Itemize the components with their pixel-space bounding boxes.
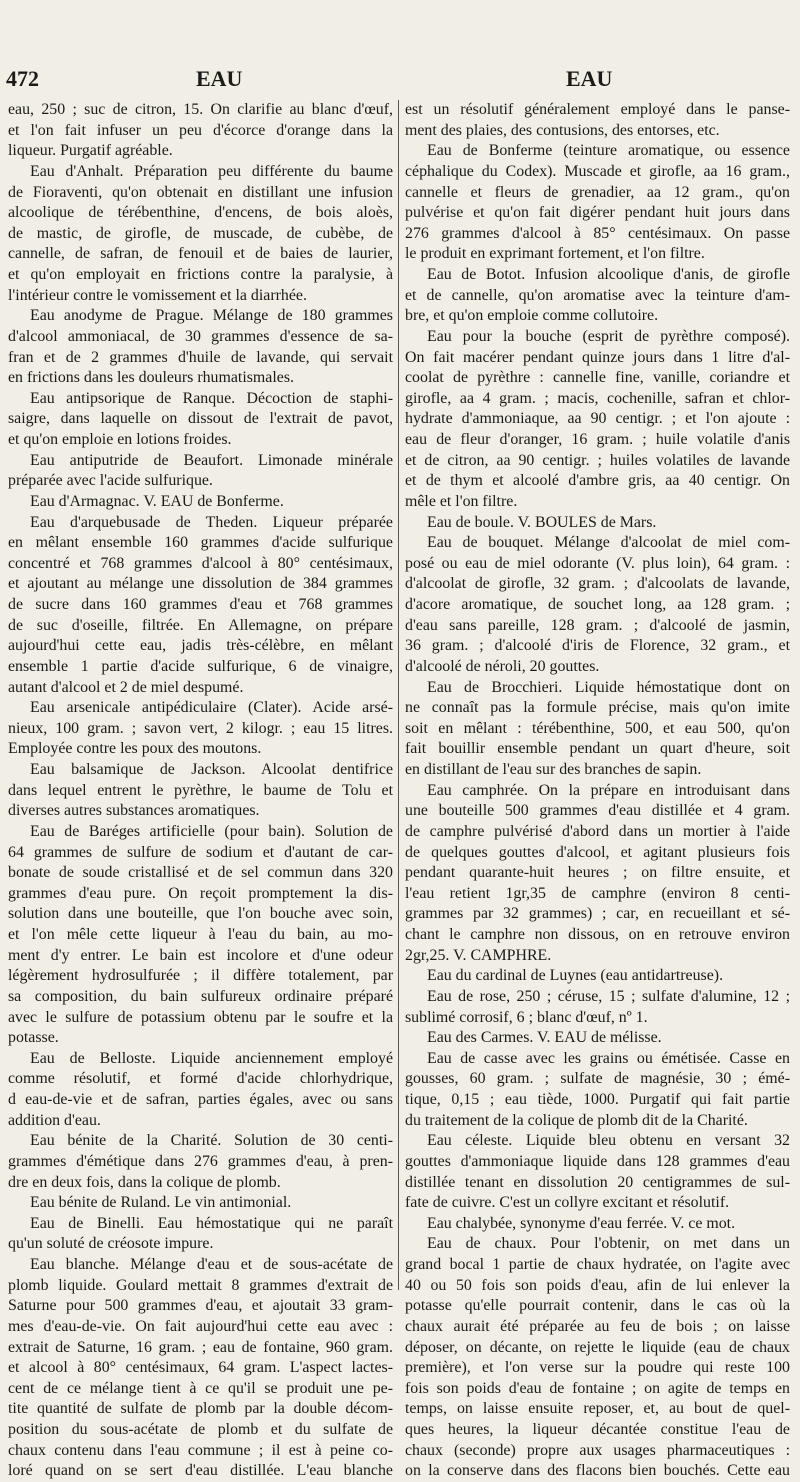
text-line: temps, on laisse ensuite reposer, et, au bout de quel- — [405, 1400, 790, 1418]
text-line: Eau de bouquet. Mélange d'alcoolat de miel com- — [427, 534, 790, 552]
text-line: 2gr,25. V. CAMPHRE. — [405, 946, 552, 964]
text-line: Eau chalybée, synonyme d'eau ferrée. V. ce mot. — [427, 1214, 736, 1232]
text-line: Employée contre les poux des moutons. — [8, 740, 262, 758]
text-line: Eau arsenicale antipédiculaire (Clater). Acide arsé- — [30, 699, 393, 717]
text-line: et de citron, aa 90 centigr. ; huiles volatiles de lavande — [405, 451, 790, 469]
text-line: ment des plaies, des contusions, des entorses, etc. — [405, 121, 720, 139]
text-line: concentré et 768 grammes d'alcool à 80° centésimaux, — [8, 554, 393, 572]
text-line: saigre, dans laquelle on dissout de l'extrait de pavot, — [8, 410, 393, 428]
text-line: ne connaît pas la formule précise, mais qu'on imite — [405, 699, 790, 717]
text-line: dans lequel entrent le pyrèthre, le baume de Tolu et — [8, 781, 393, 799]
text-line: 36 gram. ; d'alcoolé d'iris de Florence, 32 gram., et — [405, 637, 790, 655]
text-line: Eau balsamique de Jackson. Alcoolat dentifrice — [30, 761, 393, 778]
text-line: grammes d'émétique dans 276 grammes d'eau, à pren- — [8, 1152, 393, 1170]
text-line: 276 grammes d'alcool à 85° centésimaux. On passe — [405, 224, 790, 242]
text-line: Eau de Belloste. Liquide anciennement employé — [30, 1049, 393, 1067]
text-line: déposer, on décante, on rejette le liquide (eau de chaux — [405, 1338, 790, 1356]
text-line: distillée tenant en dissolution 20 centigrammes de sul- — [405, 1173, 790, 1191]
text-line: de camphre pulvérisé d'abord dans un mortier à l'aide — [405, 822, 790, 840]
text-line: cannelle, de safran, de fenouil et de baies de laurier, — [8, 245, 393, 263]
text-line: gouttes d'ammoniaque liquide dans 128 grammes d'eau — [405, 1152, 790, 1170]
text-line: dre en deux fois, dans la colique de plomb. — [8, 1173, 281, 1191]
text-line: Eau d'Anhalt. Préparation peu différente du baume — [30, 162, 393, 180]
text-line: Eau d'arquebusade de Theden. Liqueur préparée — [30, 513, 393, 531]
text-line: eau, 250 ; suc de citron, 15. On clarifie au blanc d'œuf, — [8, 101, 393, 118]
text-line: gousses, 60 gram. ; sulfate de magnésie, 30 ; émé- — [405, 1070, 790, 1088]
text-line: et alcool à 80° centésimaux, 64 gram. L'aspect lactes- — [8, 1359, 393, 1377]
text-line: chaux (seconde) propre aux usages pharmaceutiques : — [405, 1441, 790, 1459]
text-line: légèrement hydrosulfurée ; il diffère totalement, par — [8, 967, 393, 985]
text-line: bonate de soude cristallisé et de sel commun dans 320 — [8, 864, 393, 882]
text-line: d eau-de-vie et de safran, parties égales, avec ou sans — [8, 1091, 393, 1108]
text-line: céphalique du Codex). Muscade et girofle, aa 16 gram., — [405, 162, 790, 180]
text-line: en mêlant ensemble 160 grammes d'acide sulfurique — [8, 534, 393, 552]
text-line: Eau bénite de la Charité. Solution de 30 centi- — [30, 1132, 393, 1150]
text-line: fois son poids d'eau de fontaine ; on agite de temps en — [405, 1379, 790, 1397]
text-line: Eau de casse avec les grains ou émétisée. Casse en — [427, 1049, 790, 1067]
text-line: cannelle et fleurs de grenadier, aa 12 gram., qu'on — [405, 183, 790, 201]
text-line: de sucre dans 160 grammes d'eau et 768 grammes — [8, 596, 393, 613]
text-line: préparée avec l'acide sulfurique. — [8, 472, 213, 490]
text-line: fran et de 2 grammes d'huile de lavande, qui servait — [8, 348, 393, 366]
text-line: et qu'on emploie en lotions froides. — [8, 431, 232, 448]
text-line: plomb liquide. Goulard mettait 8 grammes d'extrait de — [8, 1276, 393, 1294]
text-line: On fait macérer pendant quinze jours dans 1 litre d'al- — [405, 348, 790, 366]
text-line: soit en mêlant : térébenthine, 500, et eau 500, qu'on — [405, 719, 790, 737]
text-line: ensemble 1 partie d'acide sulfurique, 6 de vinaigre, — [8, 657, 393, 675]
text-line: girofle, aa 4 gram. ; macis, cochenille, safran et chlor- — [405, 389, 790, 407]
text-line: Saturne pour 500 grammes d'eau, et ajoutait 33 gram- — [8, 1297, 393, 1315]
text-line: grammes par 32 grammes) ; car, en recueillant et sé- — [405, 905, 790, 923]
text-line: en frictions dans les douleurs rhumatismales. — [8, 369, 294, 387]
text-line: Eau de Brocchieri. Liquide hémostatique dont on — [427, 678, 790, 696]
text-line: tique, 0,15 ; eau tiède, 1000. Purgatif qui fait partie — [405, 1091, 790, 1108]
right-column — [405, 100, 790, 1482]
page-number: 472 — [6, 66, 39, 91]
text-line: grammes d'eau pure. On reçoit promptement la dis- — [8, 884, 393, 902]
text-line: coolat de pyrèthre : cannelle fine, vanille, coriandre et — [405, 369, 790, 387]
text-line: potasse. — [8, 1029, 59, 1047]
text-line: de mastic, de girofle, de muscade, de cubèbe, de — [8, 224, 393, 242]
text-line: grand bocal 1 partie de chaux hydratée, on l'agite avec — [405, 1256, 790, 1273]
text-line: cent de ce mélange tient à ce qu'il se produit une pe- — [8, 1379, 393, 1397]
text-line: et de thym et alcoolé d'ambre gris, aa 40 centigr. On — [405, 472, 790, 490]
text-line: diverses autres substances aromatiques. — [8, 802, 260, 820]
text-line: chaux aurait été préparée au feu de bois ; on laisse — [405, 1317, 790, 1335]
text-line: Eau de Botot. Infusion alcoolique d'anis, de girofle — [427, 266, 790, 283]
text-line: d'eau sans pareille, 128 gram. ; d'alcoolé de jasmin, — [405, 616, 790, 634]
text-line: qu'un soluté de créosote impure. — [8, 1235, 214, 1253]
text-line: fait bouillir ensemble pendant un quart d'heure, soit — [405, 740, 790, 758]
text-line: une bouteille 500 grammes d'eau distillée et 4 gram. — [405, 802, 790, 820]
text-line: extrait de Saturne, 16 gram. ; eau de fontaine, 960 gram. — [8, 1338, 393, 1356]
text-line: d'acore aromatique, de souchet long, aa 128 gram. ; — [405, 596, 790, 613]
text-line: pendant quarante-huit heures ; on filtre ensuite, et — [405, 864, 790, 882]
text-line: ment d'y entrer. Le bain est incolore et d'une odeur — [8, 946, 393, 964]
text-line: Eau de Baréges artificielle (pour bain). Solution de — [30, 822, 393, 840]
text-line: en distillant de l'eau sur des branches de sapin. — [405, 761, 702, 778]
text-line: de quelques gouttes d'alcool, et agitant plusieurs fois — [405, 843, 790, 861]
text-line: solution dans une bouteille, que l'on bouche avec soin, — [8, 905, 393, 923]
text-line: bre, et qu'on emploie comme collutoire. — [405, 307, 659, 325]
text-line: ques heures, la liqueur décantée constitue l'eau de — [405, 1421, 790, 1438]
text-line: sa composition, du bain sulfureux ordinaire préparé — [8, 987, 393, 1005]
text-line: l'eau retient 1gr,35 de camphre (environ 8 centi- — [405, 884, 790, 902]
text-line: d'alcoolat de girofle, 32 gram. ; d'alcoolats de lavande, — [405, 575, 790, 593]
text-line: pulvérise et qu'on fait digérer pendant huit jours dans — [405, 204, 790, 222]
text-line: et l'on fait infuser un peu d'écorce d'orange dans la — [8, 121, 393, 139]
text-line: et de cannelle, qu'on aromatise avec la teinture d'am- — [405, 286, 790, 304]
text-line: Eau de boule. V. BOULES de Mars. — [427, 513, 657, 531]
text-line: liqueur. Purgatif agréable. — [8, 142, 173, 160]
text-line: Eau d'Armagnac. V. EAU de Bonferme. — [30, 492, 284, 510]
text-line: position du sous-acétate de plomb et du sulfate de — [8, 1421, 393, 1438]
text-line: alcoolique de térébenthine, d'encens, de bois aloès, — [8, 204, 393, 222]
text-line: le produit en exprimant fortement, et l'on filtre. — [405, 245, 705, 263]
text-line: Eau anodyme de Prague. Mélange de 180 grammes — [30, 307, 393, 325]
text-line: tite quantité de sulfate de plomb par la double décom- — [8, 1400, 393, 1418]
text-line: on la conserve dans des flacons bien bouchés. Cette eau — [405, 1462, 790, 1480]
text-line: du traitement de la colique de plomb dit de la Charité. — [405, 1111, 748, 1129]
text-line: Eau pour la bouche (esprit de pyrèthre composé). — [427, 327, 790, 345]
text-line: première), et l'on verse sur la poudre qui reste 100 — [405, 1359, 790, 1377]
text-line: Eau de chaux. Pour l'obtenir, on met dans un — [427, 1235, 790, 1253]
column-divider — [398, 100, 399, 1290]
text-line: mêle et l'on filtre. — [405, 492, 518, 510]
text-line: eau de fleur d'oranger, 16 gram. ; huile volatile d'anis — [405, 431, 790, 448]
text-line: loré quand on se sert d'eau distillée. L'eau blanche — [8, 1462, 393, 1480]
text-line: d'alcoolé de néroli, 20 gouttes. — [405, 657, 600, 675]
text-line: addition d'eau. — [8, 1111, 101, 1129]
left-column — [8, 100, 393, 1482]
text-line: et ajoutant au mélange une dissolution de 384 grammes — [8, 575, 393, 593]
text-line: sublimé corrosif, 6 ; blanc d'œuf, nº 1. — [405, 1008, 648, 1026]
running-head-right: EAU — [566, 66, 613, 91]
text-line: 40 ou 50 fois son poids d'eau, afin de lui enlever la — [405, 1276, 790, 1294]
text-line: posé ou eau de miel odorante (V. plus loin), 64 gram. : — [405, 554, 790, 572]
text-line: nieux, 100 gram. ; savon vert, 2 kilogr. ; eau 15 litres. — [8, 719, 393, 737]
text-line: potasse qu'elle pourrait contenir, dans le cas où la — [405, 1297, 790, 1315]
text-line: de suc d'oseille, filtrée. En Allemagne, on prépare — [8, 616, 393, 634]
text-line: l'intérieur contre le vomissement et la diarrhée. — [8, 286, 307, 304]
text-line: Eau antiputride de Beaufort. Limonade minérale — [30, 451, 393, 469]
text-line: avec le sulfure de potassium obtenu par le soufre et la — [8, 1008, 393, 1026]
text-line: chaux contenu dans l'eau commune ; il est à peine co- — [8, 1441, 393, 1459]
page-header — [6, 66, 794, 96]
text-line: autant d'alcool et 2 de miel despumé. — [8, 678, 244, 696]
text-line: mes d'eau-de-vie. On fait aujourd'hui cette eau avec : — [8, 1317, 393, 1335]
text-line: Eau des Carmes. V. EAU de mélisse. — [427, 1029, 662, 1047]
text-line: chant le camphre non dissous, on en retrouve environ — [405, 926, 790, 943]
running-head-left: EAU — [196, 66, 243, 91]
text-line: Eau du cardinal de Luynes (eau antidartreuse). — [427, 967, 724, 985]
text-line: Eau antipsorique de Ranque. Décoction de staphi- — [30, 389, 393, 407]
text-line: fate de cuivre. C'est un collyre excitant et résolutif. — [405, 1194, 730, 1212]
text-line: 64 grammes de sulfure de sodium et d'autant de car- — [8, 843, 393, 861]
text-line: Eau blanche. Mélange d'eau et de sous-acétate de — [30, 1256, 393, 1273]
text-line: Eau de rose, 250 ; céruse, 15 ; sulfate d'alumine, 12 ; — [427, 987, 790, 1005]
text-line: aujourd'hui cette eau, jadis très-célèbre, en mêlant — [8, 637, 393, 655]
text-line: Eau céleste. Liquide bleu obtenu en versant 32 — [427, 1132, 790, 1150]
text-line: de Fioraventi, qu'on obtenait en distillant une infusion — [8, 183, 393, 201]
text-line: hydrate d'ammoniaque, aa 90 centigr. ; et l'on ajoute : — [405, 410, 790, 428]
text-line: comme résolutif, et formé d'acide chlorhydrique, — [8, 1070, 393, 1088]
text-line: est un résolutif généralement employé dans le panse- — [405, 101, 790, 118]
text-line: Eau bénite de Ruland. Le vin antimonial. — [30, 1194, 292, 1212]
text-line: Eau de Bonferme (teinture aromatique, ou essence — [427, 142, 790, 160]
text-line: Eau de Binelli. Eau hémostatique qui ne paraît — [30, 1214, 393, 1232]
text-line: Eau camphrée. On la prépare en introduisant dans — [427, 781, 790, 799]
text-line: et l'on mêle cette liqueur à l'eau du bain, au mo- — [8, 926, 393, 943]
text-line: d'alcool ammoniacal, de 30 grammes d'essence de sa- — [8, 327, 393, 345]
text-line: et qu'on employait en frictions contre la paralysie, à — [8, 266, 393, 283]
